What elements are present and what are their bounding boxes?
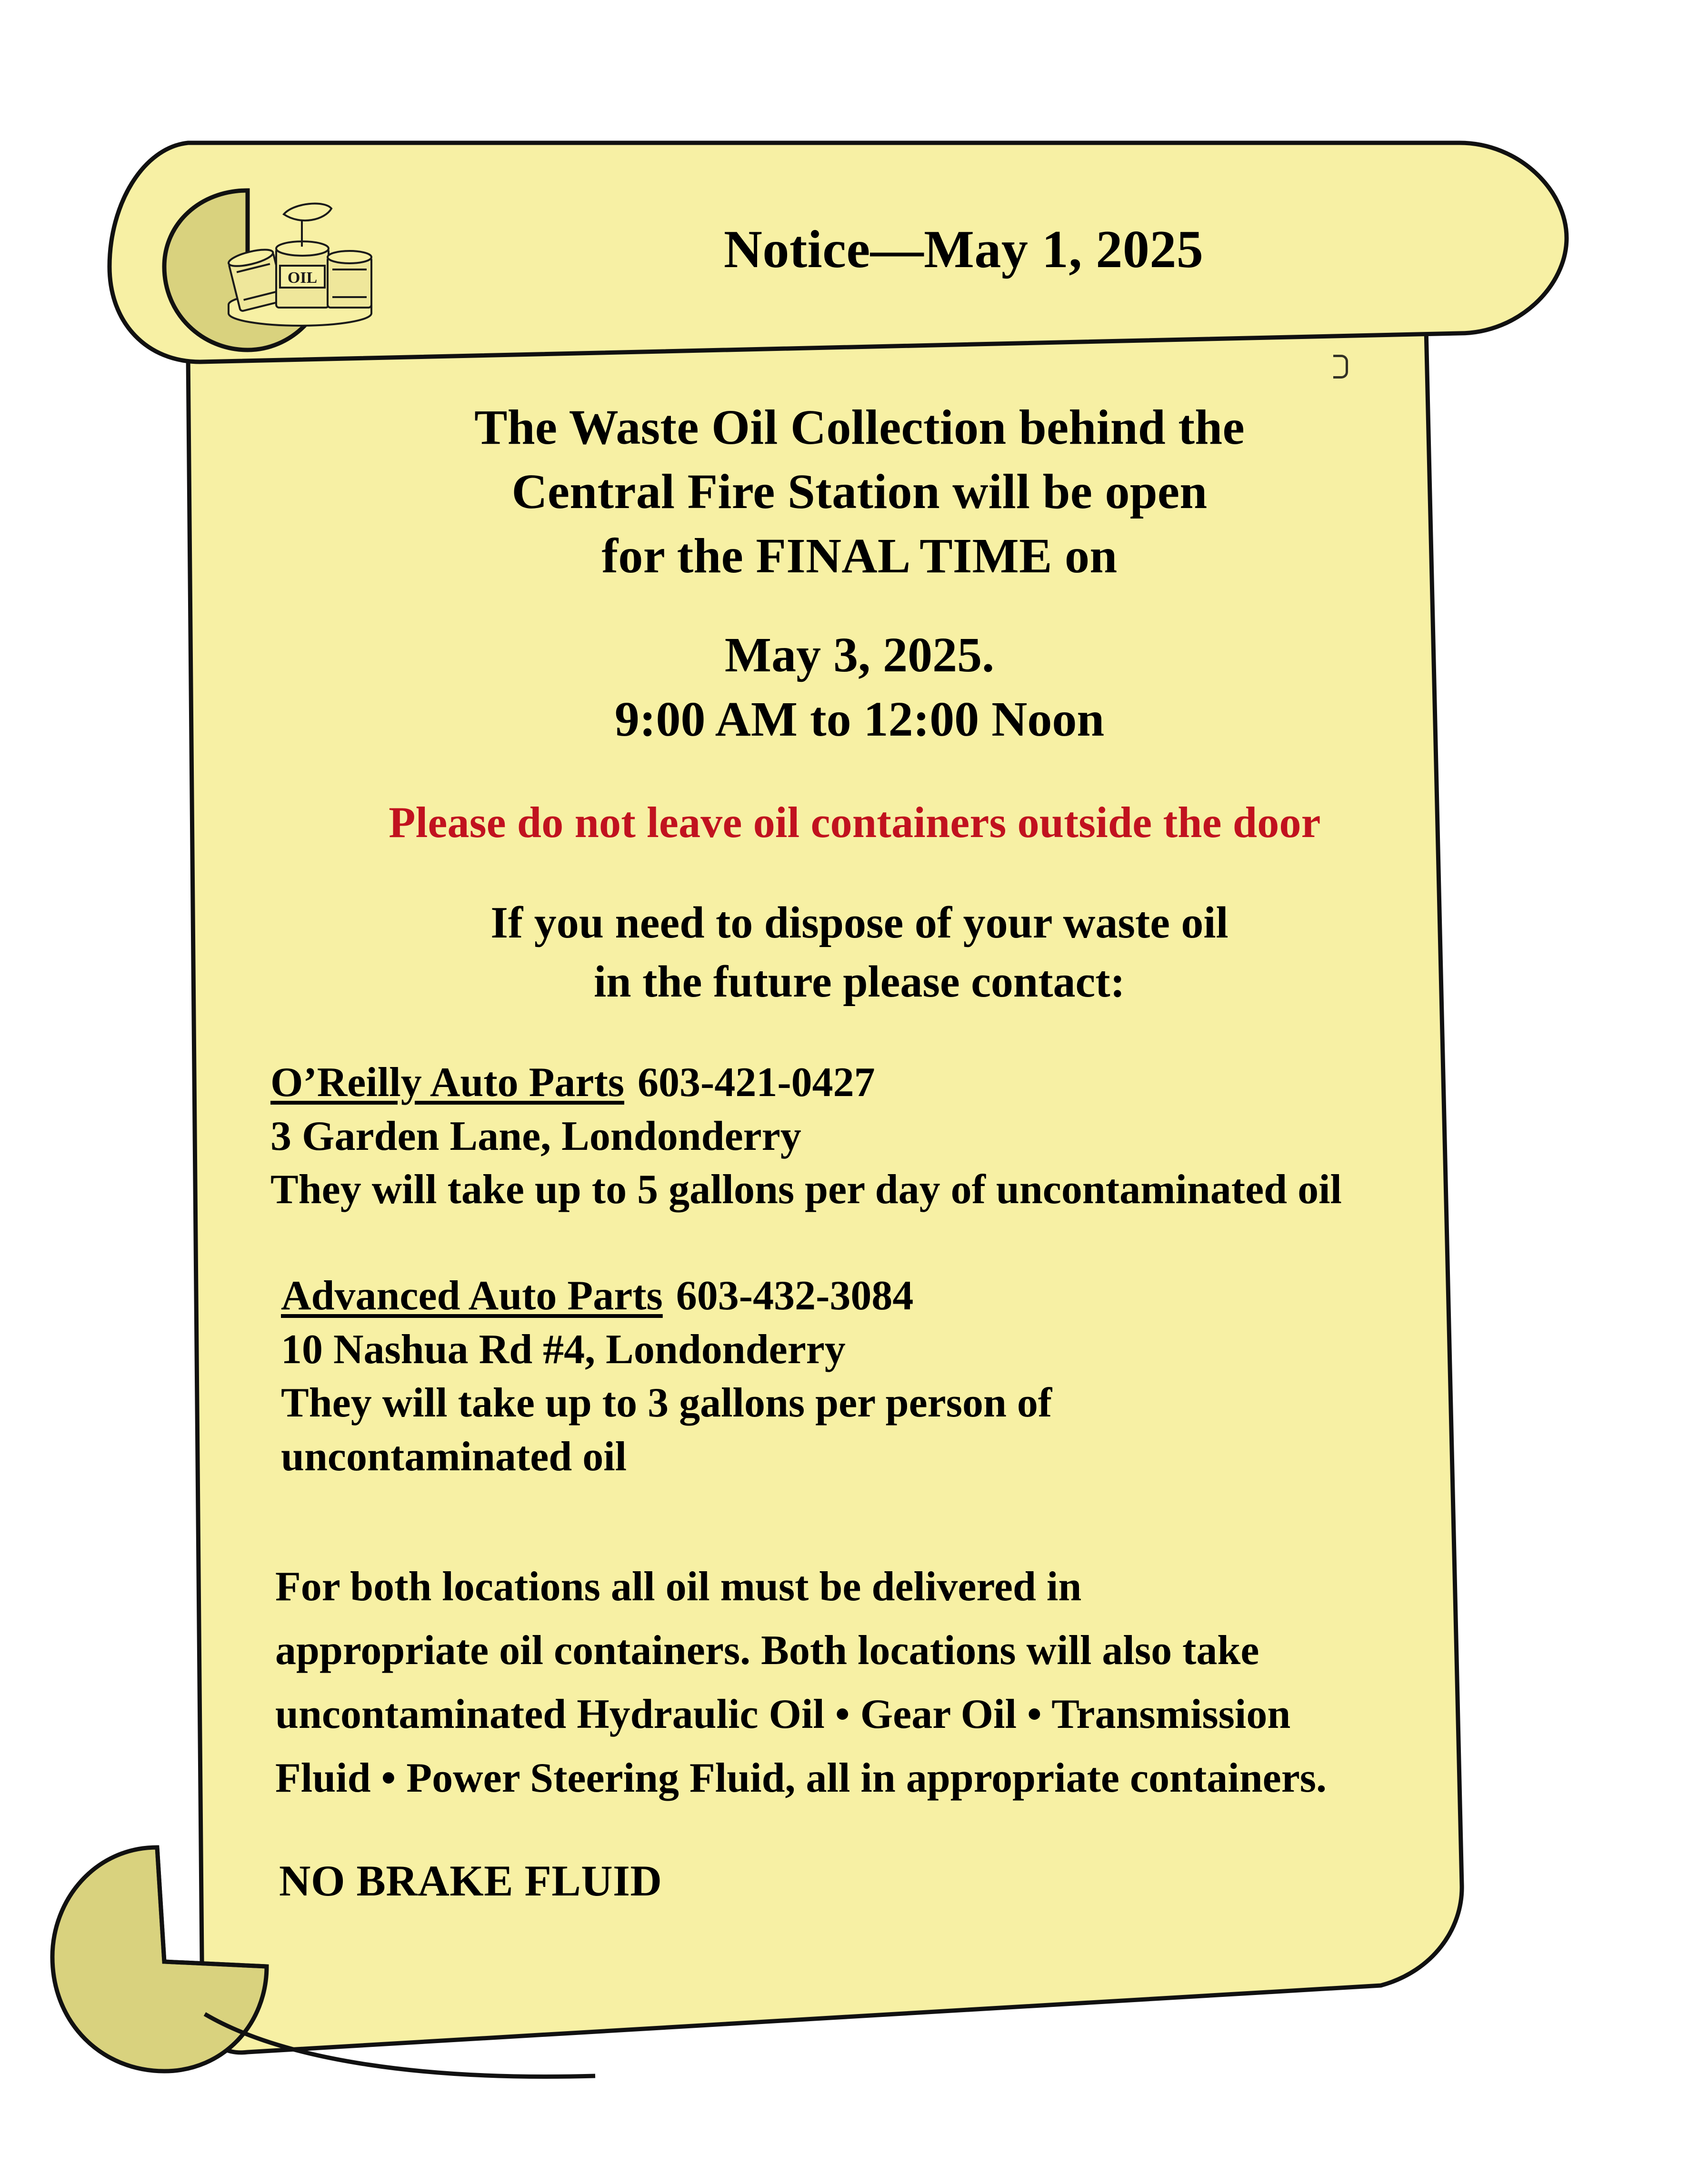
vendor-heading [270,1056,1438,1110]
vendor-name: Advanced Auto Parts [281,1272,663,1319]
vendor-phone: 603-421-0427 [638,1059,875,1106]
vendor-name: O’Reilly Auto Parts [270,1059,625,1106]
vendor-limit-line: They will take up to 3 gallons per person of [281,1380,1052,1426]
event-date: May 3, 2025. [724,627,995,682]
vendor-entry [270,1056,1438,1217]
headline-line-3: for the FINAL TIME on [601,529,1118,584]
contact-intro-line-2: in the future please contact: [594,957,1125,1007]
vendor-limit-line: uncontaminated oil [281,1433,627,1480]
notes-line-1: For both locations all oil must be delivered in [275,1564,1082,1610]
paper-corner-curl-mark [1333,355,1348,379]
headline-line-2: Central Fire Station will be open [511,464,1208,519]
svg-text:OIL: OIL [287,269,318,287]
vendor-entry [281,1269,1438,1484]
warning-text: Please do not leave oil containers outside the door [389,798,1321,847]
notes-block [275,1555,1438,1810]
event-date-time [281,623,1438,751]
oil-cans-icon [200,186,400,329]
notes-line-2: appropriate oil containers. Both locations will also take [275,1627,1259,1674]
headline-line-1: The Waste Oil Collection behind the [474,400,1245,455]
page-title: Notice—May 1, 2025 [724,220,1204,279]
vendor-limit-line: They will take up to 5 gallons per day of uncontaminated oil [270,1167,1342,1213]
vendor-phone: 603-432-3084 [676,1272,914,1319]
notice-body [267,395,1438,1906]
no-brake-fluid-notice: NO BRAKE FLUID [279,1856,662,1905]
event-time: 9:00 AM to 12:00 Noon [614,691,1105,747]
contact-intro-line-1: If you need to dispose of your waste oil [490,898,1229,947]
contact-intro [281,893,1438,1011]
vendor-heading [281,1269,1438,1323]
vendor-address: 10 Nashua Rd #4, Londonderry [281,1326,846,1373]
vendor-address: 3 Garden Lane, Londonderry [270,1113,801,1159]
notes-line-3: uncontaminated Hydraulic Oil • Gear Oil • Transmission [275,1691,1291,1737]
notes-line-4: Fluid • Power Steering Fluid, all in appropriate containers. [275,1755,1327,1801]
